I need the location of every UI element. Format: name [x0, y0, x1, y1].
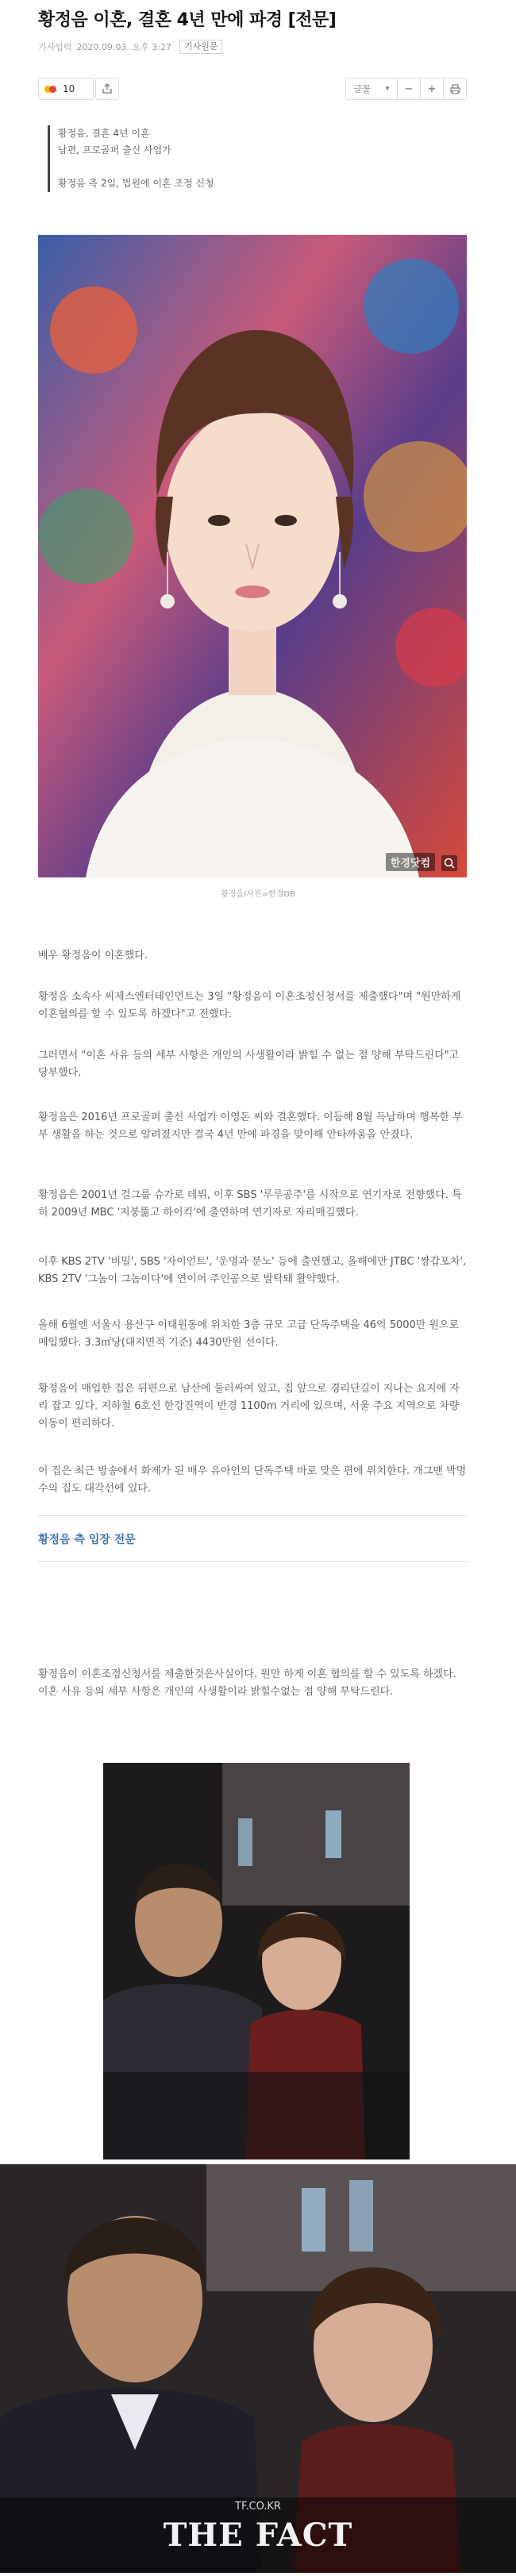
article-toolbar: [38, 76, 467, 102]
reaction-count: 10: [63, 83, 75, 94]
summary-line: 황정음, 결혼 4년 이혼: [58, 128, 150, 139]
headline: 황정음 이혼, 결혼 4년 만에 파경 [전문]: [38, 10, 337, 30]
plus-icon: +: [427, 83, 437, 95]
chevron-down-icon: ▾: [385, 85, 390, 93]
paragraph: 배우 황정음이 이혼했다.: [38, 950, 148, 962]
published-label: 기사입력: [38, 42, 72, 52]
love-emoji-icon: [49, 86, 56, 93]
summary-line: 남편, 프로골퍼 출신 사업가: [58, 144, 171, 155]
published-date: 2020.09.03. 오후 3:27: [76, 42, 171, 52]
summary-line: 황정음 측 2일, 법원에 이혼 조정 신청: [58, 178, 214, 189]
paragraph: 황정음은 2016년 프로골퍼 출신 사업가 이영돈 씨와 결혼했다. 이듬해 8월 득남하며 행복한 부부 생활을 하는 것으로 알려졌지만 결국 4년 만에 파경을 맞이해 안타까움을 안겼다.: [38, 1111, 463, 1141]
event-photo: [103, 1763, 410, 2159]
photo-watermark: 한경닷컴: [386, 853, 435, 871]
divider: [38, 1515, 467, 1516]
print-icon: [450, 84, 460, 94]
source-logo: THE FACT: [163, 2516, 353, 2554]
photo-caption: 황정음/사진=한경DB: [221, 890, 295, 899]
article-meta: [38, 40, 222, 54]
share-button[interactable]: [95, 78, 119, 100]
magnifier-icon: [441, 855, 457, 871]
article-summary: [48, 125, 214, 192]
paragraph: 이 집은 최근 방송에서 화제가 된 배우 유아인의 단독주택 바로 맞은 편에 위치한다. 개그맨 박명수의 집도 대각선에 있다.: [38, 1465, 467, 1495]
statement-text: 황정음이 이혼조정신청서를 제출한것은사실이다. 원만 하게 이혼 협의를 할 수 있도록 하겠다. 이혼 사유 등의 세부 사항은 개인의 사생활이라 밝힐수없는 점 양해 부탁드린다.: [38, 1668, 456, 1698]
reaction-button[interactable]: [38, 78, 94, 100]
font-increase-button[interactable]: [420, 79, 443, 99]
paragraph: 올해 6월엔 서울시 용산구 이태원동에 위치한 3층 규모 고급 단독주택을 46억 5000만 원으로 매입했다. 3.3㎡당(대지면적 기준) 4430만원 선이다.: [38, 1319, 460, 1349]
zoom-button[interactable]: [441, 855, 457, 871]
source-url: TF.CO.KR: [235, 2501, 281, 2513]
font-label: 글꼴: [353, 84, 371, 94]
paragraph: 황정음은 2001년 걸그룹 슈가로 데뷔, 이후 SBS '루루공주'를 시작으로 연기자로 전향했다. 특히 2009년 MBC '지붕뚫고 하이킥'에 출연하며 연기자로 자리매김했다.: [38, 1189, 462, 1219]
text-tools: [345, 78, 467, 100]
section-title: 황정음 측 입장 전문: [38, 1534, 136, 1546]
paragraph: 이후 KBS 2TV '비밀', SBS '자이언트', '운명과 분노' 등에 출연했고, 올해에만 JTBC '쌍갑포차', KBS 2TV '그놈이 그놈이다'에 연이어 주인공으로 발탁돼 활약했다.: [38, 1256, 467, 1285]
share-icon: [102, 83, 113, 94]
paragraph: 황정음 소속사 씨제스엔터테인먼트는 3일 "황정음이 이혼조정신청서를 제출했다"며 "원만하게 이혼협의를 할 수 있도록 하겠다"고 전했다.: [38, 991, 461, 1020]
original-article-link[interactable]: 기사원문: [179, 40, 223, 54]
paragraph: 황정음이 매입한 집은 뒤편으로 남산에 둘러싸여 있고, 집 앞으로 경리단길이 지나는 요지에 자리 잡고 있다. 지하철 6호선 한강진역이 반경 1100m 거리에 있으며, 서울 주요 지역으로 차량 이동이 편리하다.: [38, 1383, 460, 1430]
print-button[interactable]: [443, 79, 466, 99]
paragraph: 그러면서 "이혼 사유 등의 세부 사항은 개인의 사생활이라 밝힐 수 없는 점 양해 부탁드린다"고 당부했다.: [38, 1050, 460, 1079]
minus-icon: −: [404, 83, 414, 95]
font-decrease-button[interactable]: [397, 79, 420, 99]
font-select[interactable]: [346, 79, 397, 99]
portrait-photo: [38, 235, 467, 877]
divider: [38, 1561, 467, 1562]
